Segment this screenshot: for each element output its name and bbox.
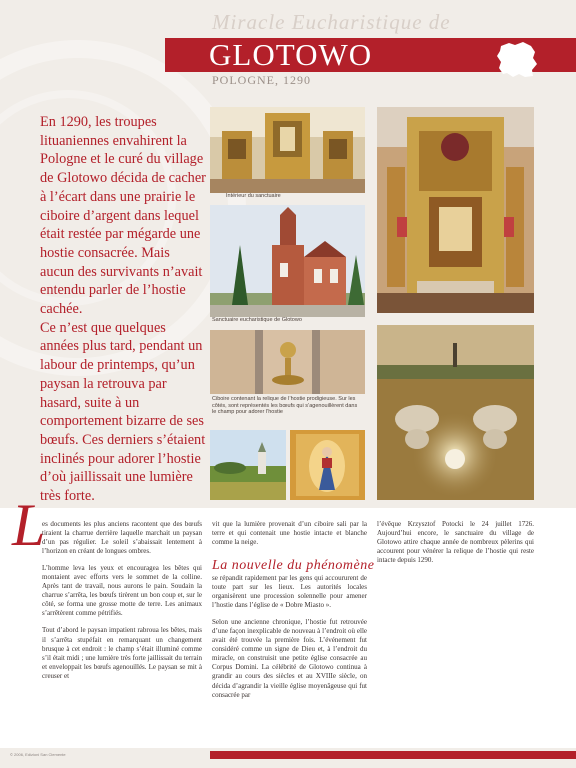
photo-sanctuary bbox=[210, 205, 365, 317]
dropcap: L bbox=[12, 492, 46, 558]
body-paragraph: Tout d’abord le paysan impatient rabroua les bêtes, mais il s’arrêta stupéfait en remarquant un changement brusque à cet endroit : le champ s’était illuminé comme s’il était midi ; une lumière très forte jaillissait du terrain et enveloppait les bœufs agenouillés. Le paysan se mit à creuser et bbox=[42, 626, 202, 680]
page-title: GLOTOWO bbox=[209, 37, 373, 72]
header-subtitle: Miracle Eucharistique de bbox=[212, 10, 451, 34]
photo-oxen-painting bbox=[377, 325, 534, 500]
caption-interior: Intérieur du sanctuaire bbox=[226, 193, 281, 199]
body-paragraph: Selon une ancienne chronique, l’hostie fut retrouvée d’une façon inexplicable de nouveau à l’endroit où elle avait été trouvée la première fois. L’événement fut considéré comme un signe de Dieu et, à l’endroit du miracle, on construisit une petite église consacrée au Corpus Domini. La célébrité de Glotowo continua à grandir au cours des siècles et au XVIIIe siècle, on décida d’agrandir la vieille église moyenâgeuse qui fut consacrée par bbox=[212, 618, 367, 699]
copyright: © 2006, Edizioni San Clemente bbox=[10, 752, 66, 757]
intro-paragraph: Ce n’est que quelques années plus tard, pendant un labour de printemps, qu’un paysan la retrouva par hasard, suite à un comportement bizarre de ses bœufs. Ces derniers s’étaient inclinés pour adorer l’hostie d’où jaillissait une lumière très forte. bbox=[40, 319, 206, 505]
column-1 bbox=[42, 520, 202, 689]
intro-paragraph: En 1290, les troupes lituaniennes envahirent la Pologne et le curé du village de Glotowo décida de cacher à l’écart dans une prairie le ciboire d’argent dans lequel était restée par mégarde une hostie consacrée. Mais aucun des survivants n’avait entendu parler de l’hostie cachée. bbox=[40, 114, 206, 318]
photo-village bbox=[210, 430, 286, 500]
caption-sanctuary: Sanctuaire eucharistique de Glotowo bbox=[212, 317, 302, 323]
column-3 bbox=[377, 520, 534, 573]
photo-interior bbox=[210, 107, 365, 193]
caption-ciborium: Ciboire contenant la relique de l’hostie prodigieuse. Sur les côtés, sont représentés les bœufs qui s’agenouillèrent dans le champ pour adorer l’hostie bbox=[212, 396, 358, 415]
intro-text bbox=[40, 113, 206, 506]
photo-madonna bbox=[290, 430, 365, 500]
poland-map-icon bbox=[495, 40, 539, 80]
body-paragraph: es documents les plus anciens racontent que des bœufs tiraient la charrue derrière laquelle marchait un paysan d’un pas régulier. Le soleil s’abaissait lentement à l’horizon en créant de longues ombres. bbox=[42, 520, 202, 556]
section-subhead: La nouvelle du phénomène bbox=[212, 558, 375, 573]
body-paragraph: L’homme leva les yeux et encouragea les bêtes qui montaient avec efforts vers le sommet de la colline. Après tant de travail, nous aurons le pain. Soudain la charrue s’arrêta, les bœufs tirèrent un bon coup et, sur le côté, se forma une grosse motte de terre. Les animaux s’arrêtèrent comme pétrifiés. bbox=[42, 564, 202, 618]
footer-band bbox=[210, 751, 576, 759]
photo-ciborium bbox=[210, 330, 365, 394]
body-paragraph: l’évêque Krzysztof Potocki le 24 juillet 1726. Aujourd’hui encore, le sanctuaire du village de Glotowo attire chaque année de nombreux pèlerins qui accourent pour vénérer la relique de l’hostie qui reste intacte depuis 1290. bbox=[377, 520, 534, 565]
body-paragraph: vit que la lumière provenait d’un ciboire sali par la terre et qui contenait une hostie intacte et blanche comme la neige. bbox=[212, 520, 367, 547]
body-paragraph: se répandit rapidement par les gens qui accoururent de toute part sur les lieux. Les autorités locales organisèrent une procession solennelle pour amener l’hostie dans l’église de « Dobre Miasto ». bbox=[212, 574, 367, 610]
column-2 bbox=[212, 574, 367, 708]
column-2-top bbox=[212, 520, 367, 555]
header-country: POLOGNE, 1290 bbox=[212, 73, 311, 87]
photo-altar bbox=[377, 107, 534, 313]
